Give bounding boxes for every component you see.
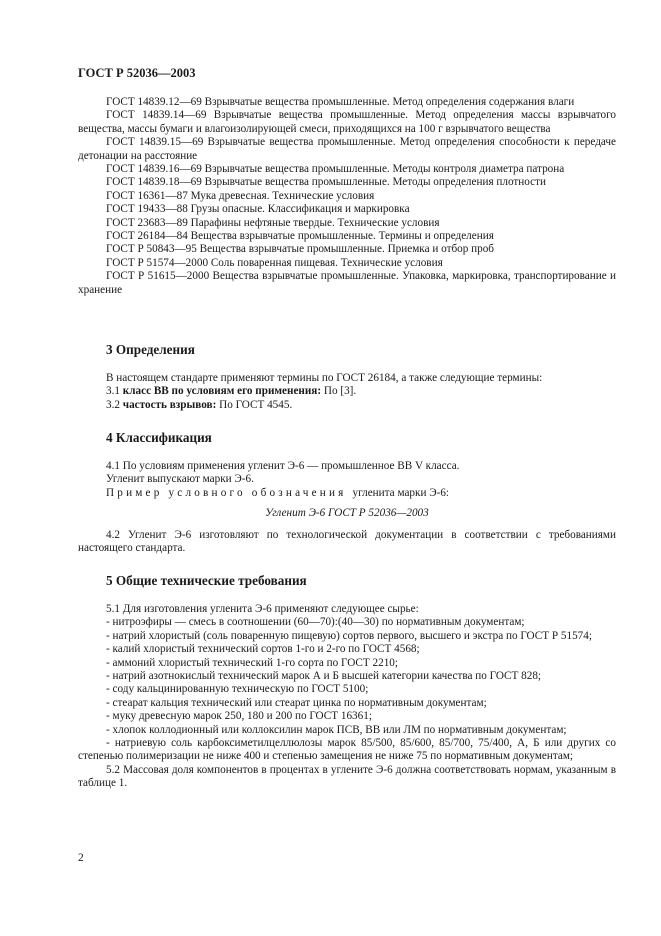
definition-term: частость взрывов: (122, 398, 217, 411)
definition-reference: По ГОСТ 4545. (219, 398, 293, 411)
reference-item: ГОСТ 14839.16—69 Взрывчатые вещества промышленные. Методы контроля диаметра патрона (106, 163, 565, 176)
reference-item: ГОСТ 26184—84 Вещества взрывчатые промышленные. Термины и определения (106, 230, 494, 243)
section-3-body (78, 372, 616, 412)
definition-3-2 (78, 399, 616, 412)
raw-material-item: - муку древесную марок 250, 180 и 200 по ГОСТ 16361; (106, 710, 372, 723)
reference-item: ГОСТ 23683—89 Парафины нефтяные твердые. Технические условия (106, 216, 440, 229)
raw-material-item: - натриевую соль карбоксиметилцеллюлозы марок 85/500, 85/600, 85/700, 75/400, А, Б или других со степенью полимеризации не ниже 400 и степенью замещения не ниже 75 по нормативным документам; (78, 737, 616, 763)
page-header: ГОСТ Р 52036—2003 (78, 66, 196, 80)
section-3-title: 3 Определения (106, 342, 195, 357)
requirements-intro: 5.1 Для изготовления угленита Э-6 применяют следующее сырье: (106, 603, 419, 615)
raw-material-item: - хлопок коллодионный или коллоксилин марок ПСВ, ВВ или ЛМ по нормативным документам; (106, 723, 567, 736)
reference-item: ГОСТ 19433—88 Грузы опасные. Классификация и маркировка (106, 203, 410, 216)
example-intro (78, 487, 616, 500)
reference-item: ГОСТ Р 51574—2000 Соль поваренная пищевая. Технические условия (106, 256, 443, 269)
section-4-title: 4 Классификация (106, 430, 212, 445)
raw-material-item: - натрий азотнокислый технический марок А и Б высшей категории качества по ГОСТ 828; (106, 670, 542, 683)
definitions-intro: В настоящем стандарте применяют термины по ГОСТ 26184, а также следующие термины: (106, 372, 543, 384)
raw-material-item: - стеарат кальция технический или стеарат цинка по нормативным документам; (106, 696, 487, 709)
definition-number: 3.2 (106, 398, 120, 411)
raw-material-item: - соду кальцинированную техническую по ГОСТ 5100; (106, 683, 369, 696)
section-5-body (78, 603, 616, 791)
reference-item: ГОСТ 14839.14—69 Взрывчатые вещества промышленные. Метод определения массы взрывчатого вещества, массы бумаги и влагоизолирующей смеси, приходящихся на 100 г взрывчатого вещества (78, 109, 616, 135)
classification-paragraph: Угленит выпускают марки Э-6. (106, 473, 254, 486)
raw-material-item: - натрий хлористый (соль поваренную пищевую) сортов первого, высшего и экстра по ГОСТ Р 51574; (106, 629, 592, 642)
reference-item: ГОСТ 14839.18—69 Взрывчатые вещества промышленные. Методы определения плотности (106, 176, 547, 189)
reference-item: ГОСТ 16361—87 Мука древесная. Технические условия (106, 189, 375, 202)
definition-term: класс ВВ по условиям его применения: (122, 385, 322, 398)
definition-number: 3.1 (106, 385, 120, 398)
classification-paragraph: 4.2 Угленит Э-6 изготовляют по технологической документации в соответствии с требованиями настоящего стандарта. (78, 528, 616, 555)
references-list (78, 96, 616, 297)
reference-item: ГОСТ Р 51615—2000 Вещества взрывчатые промышленные. Упаковка, маркировка, транспортирование и хранение (78, 270, 616, 296)
raw-material-item: - калий хлористый технический сортов 1-го и 2-го по ГОСТ 4568; (106, 643, 420, 656)
example-designation: Угленит Э-6 ГОСТ Р 52036—2003 (265, 507, 429, 520)
raw-material-item: - нитроэфиры — смесь в соотношении (60—70):(40—30) по нормативным документам; (106, 616, 525, 629)
section-4-body (78, 460, 616, 555)
example-tail: угленита марки Э-6: (352, 486, 450, 499)
definition-reference: По [3]. (323, 385, 357, 398)
section-5-title: 5 Общие технические требования (106, 573, 307, 588)
definition-3-1 (78, 385, 616, 398)
reference-item: ГОСТ 14839.15—69 Взрывчатые вещества промышленные. Метод определения способности к передаче детонации на расстояние (78, 136, 616, 162)
reference-item: ГОСТ 14839.12—69 Взрывчатые вещества промышленные. Метод определения содержания влаги (106, 96, 575, 108)
composition-paragraph: 5.2 Массовая доля компонентов в процентах в углените Э-6 должна соответствовать нормам, указанным в таблице 1. (78, 763, 616, 790)
example-label: Пример условного обозначения (106, 486, 347, 499)
raw-material-item: - аммоний хлористый технический 1-го сорта по ГОСТ 2210; (106, 656, 398, 669)
page-number: 2 (78, 852, 84, 864)
reference-item: ГОСТ Р 50843—95 Вещества взрывчатые промышленные. Приемка и отбор проб (106, 243, 494, 256)
classification-paragraph: 4.1 По условиям применения угленит Э-6 — промышленное ВВ V класса. (106, 460, 460, 472)
